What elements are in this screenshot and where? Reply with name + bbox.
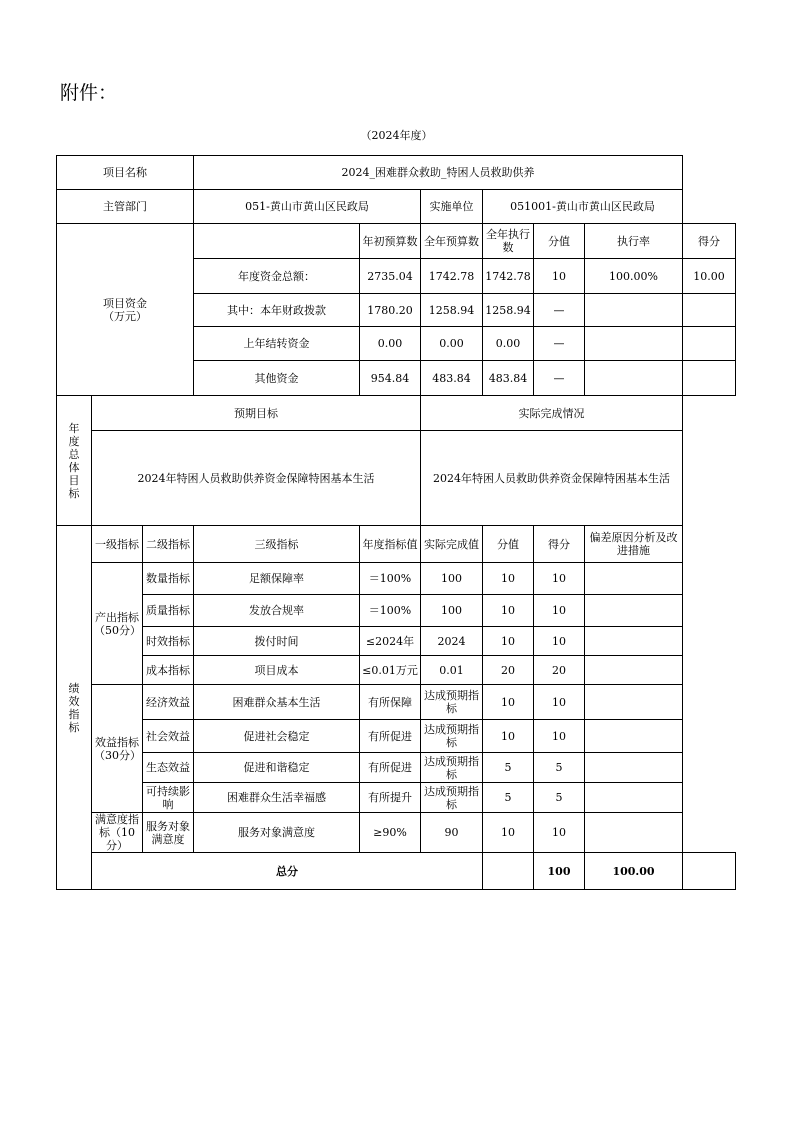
ind-target: ＝100% [360,595,421,627]
ind-level3: 拨付时间 [194,627,360,656]
ind-level2: 时效指标 [143,627,194,656]
ind-actual: 100 [421,563,483,595]
funds-row-label: 其中：本年财政拨款 [194,294,360,327]
funds-row-initial: 0.00 [360,327,421,361]
ind-score-value: 20 [483,656,534,685]
ind-col-note: 偏差原因分析及改进措施 [585,526,683,563]
ind-actual: 达成预期指标 [421,685,483,720]
indicator-row [57,783,736,813]
funds-row-rate: 100.00% [585,259,683,294]
ind-target: 有所保障 [360,685,421,720]
ind-score-value: 10 [483,685,534,720]
ind-level3: 发放合规率 [194,595,360,627]
ind-score: 10 [534,563,585,595]
ind-actual: 2024 [421,627,483,656]
goals-expected-header: 预期目标 [92,396,421,431]
funds-row-score [683,361,736,396]
ind-level2: 成本指标 [143,656,194,685]
ind-score: 10 [534,813,585,853]
funds-row-score-value: — [534,294,585,327]
ind-level3: 足额保障率 [194,563,360,595]
ind-col-actual: 实际完成值 [421,526,483,563]
year-label: （2024年度） [360,129,433,142]
funds-row-executed: 483.84 [483,361,534,396]
ind-actual: 达成预期指标 [421,753,483,783]
funds-row-score [683,294,736,327]
impl-value: 051001-黄山市黄山区民政局 [483,190,683,224]
funds-row-annual: 483.84 [421,361,483,396]
indicator-row [57,563,736,595]
indicator-row [57,753,736,783]
ind-note [585,783,683,813]
indicators-section-text: 绩效指标 [68,681,80,734]
funds-row-executed: 1258.94 [483,294,534,327]
ind-level2: 生态效益 [143,753,194,783]
project-name-label: 项目名称 [57,156,194,190]
funds-row-score-value: — [534,361,585,396]
dept-label: 主管部门 [57,190,194,224]
funds-col-annual: 全年预算数 [421,224,483,259]
funds-row-annual: 1258.94 [421,294,483,327]
ind-col-score: 得分 [534,526,585,563]
funds-row-rate [585,361,683,396]
ind-score: 10 [534,595,585,627]
funds-col-rate: 执行率 [585,224,683,259]
goals-section-text: 年度总体目标 [68,421,80,500]
funds-header-blank [194,224,360,259]
ind-level2: 数量指标 [143,563,194,595]
ind-col-score-value: 分值 [483,526,534,563]
ind-note [585,685,683,720]
ind-note [585,595,683,627]
ind-score: 20 [534,656,585,685]
total-label: 总分 [92,853,483,890]
ind-target: 有所促进 [360,753,421,783]
funds-row-label: 其他资金 [194,361,360,396]
goals-expected-text: 2024年特困人员救助供养资金保障特困基本生活 [92,431,421,526]
goals-actual-header: 实际完成情况 [421,396,683,431]
ind-level2: 经济效益 [143,685,194,720]
goals-section-label [57,396,92,526]
ind-score: 10 [534,627,585,656]
ind-level3: 促进社会稳定 [194,720,360,753]
indicator-row [57,627,736,656]
indicator-row [57,595,736,627]
ind-actual: 达成预期指标 [421,720,483,753]
ind-score-value: 5 [483,753,534,783]
total-score-value: 100 [534,853,585,890]
ind-target: ＝100% [360,563,421,595]
ind-col-level2: 二级指标 [143,526,194,563]
funds-row-label: 上年结转资金 [194,327,360,361]
indicators-section-label [57,526,92,890]
ind-group-satisfaction: 满意度指标（10分） [92,813,143,853]
funds-row-rate [585,327,683,361]
ind-col-target: 年度指标值 [360,526,421,563]
ind-level2: 社会效益 [143,720,194,753]
ind-target: 有所促进 [360,720,421,753]
ind-score-value: 10 [483,627,534,656]
performance-table [56,155,736,890]
ind-note [585,656,683,685]
ind-target: ≤0.01万元 [360,656,421,685]
ind-level3: 服务对象满意度 [194,813,360,853]
funds-section-label [57,224,194,396]
funds-row-rate [585,294,683,327]
funds-col-score-value: 分值 [534,224,585,259]
ind-score-value: 10 [483,720,534,753]
ind-level3: 项目成本 [194,656,360,685]
funds-section-title: 项目资金 [103,296,147,310]
ind-note [585,720,683,753]
indicator-row [57,813,736,853]
funds-row-score: 10.00 [683,259,736,294]
ind-note [585,627,683,656]
funds-row-annual: 0.00 [421,327,483,361]
ind-level3: 促进和谐稳定 [194,753,360,783]
funds-row-score [683,327,736,361]
ind-score-value: 10 [483,595,534,627]
total-note [683,853,736,890]
ind-score: 5 [534,783,585,813]
funds-row-score-value: 10 [534,259,585,294]
funds-row-initial: 1780.20 [360,294,421,327]
ind-score: 10 [534,720,585,753]
ind-actual: 达成预期指标 [421,783,483,813]
ind-score-value: 10 [483,563,534,595]
ind-score: 10 [534,685,585,720]
funds-col-initial: 年初预算数 [360,224,421,259]
total-row [57,853,736,890]
ind-note [585,563,683,595]
funds-row-initial: 2735.04 [360,259,421,294]
ind-score: 5 [534,753,585,783]
impl-label: 实施单位 [421,190,483,224]
project-name-value: 2024_困难群众救助_特困人员救助供养 [194,156,683,190]
ind-actual: 100 [421,595,483,627]
indicator-row [57,720,736,753]
funds-row-score-value: — [534,327,585,361]
attachment-label: 附件： [60,82,118,104]
ind-actual: 0.01 [421,656,483,685]
ind-note [585,813,683,853]
funds-col-executed: 全年执行数 [483,224,534,259]
ind-group-benefit: 效益指标（30分） [92,685,143,813]
dept-value: 051-黄山市黄山区民政局 [194,190,421,224]
total-score: 100.00 [585,853,683,890]
funds-row-label: 年度资金总额： [194,259,360,294]
ind-col-level3: 三级指标 [194,526,360,563]
ind-level2: 可持续影响 [143,783,194,813]
ind-score-value: 5 [483,783,534,813]
funds-col-score: 得分 [683,224,736,259]
funds-row-annual: 1742.78 [421,259,483,294]
ind-level3: 困难群众基本生活 [194,685,360,720]
ind-group-output: 产出指标（50分） [92,563,143,685]
ind-score-value: 10 [483,813,534,853]
ind-level2: 服务对象满意度 [143,813,194,853]
ind-note [585,753,683,783]
indicator-row [57,656,736,685]
ind-target: ≥90% [360,813,421,853]
funds-row-executed: 1742.78 [483,259,534,294]
funds-section-unit: （万元） [103,309,147,323]
ind-actual: 90 [421,813,483,853]
ind-level2: 质量指标 [143,595,194,627]
ind-target: ≤2024年 [360,627,421,656]
ind-target: 有所提升 [360,783,421,813]
indicator-row [57,685,736,720]
ind-level3: 困难群众生活幸福感 [194,783,360,813]
funds-row-executed: 0.00 [483,327,534,361]
total-blank [483,853,534,890]
funds-row-initial: 954.84 [360,361,421,396]
ind-col-level1: 一级指标 [92,526,143,563]
goals-actual-text: 2024年特困人员救助供养资金保障特困基本生活 [421,431,683,526]
